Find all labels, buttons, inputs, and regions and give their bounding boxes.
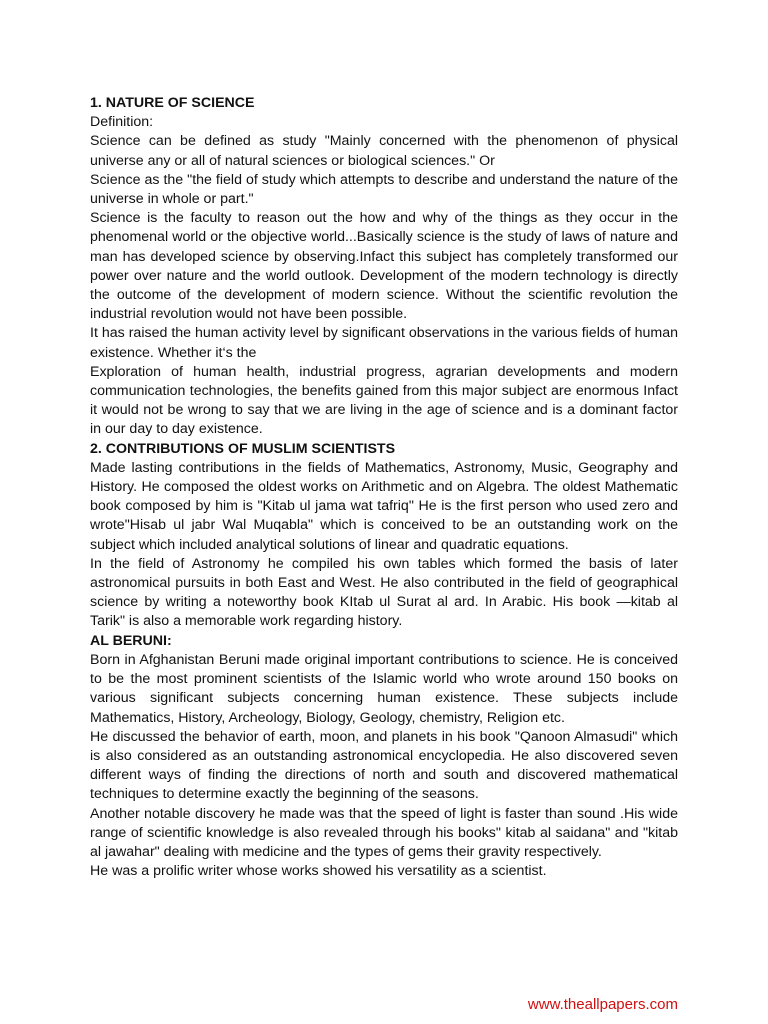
paragraph: Science as the "the field of study which attempts to describe and understand the nature of the universe in whole or part." (90, 171, 678, 208)
section-heading-muslim-scientists: 2. CONTRIBUTIONS OF MUSLIM SCIENTISTS (90, 440, 396, 457)
paragraph: He discussed the behavior of earth, moon, and planets in his book "Qanoon Almasudi" which is also considered as an outstanding astronomical encyclopedia. He also discovered seven different ways of finding the directions of north and south and discovered mathematical techniques to determine exactly the beginning of the seasons. (90, 728, 678, 803)
paragraph: Born in Afghanistan Beruni made original important contributions to science. He is conceived to be the most prominent scientists of the Islamic world who wrote around 150 books on various significant subjects concerning human existence. These subjects include Mathematics, History, Archeology, Biology, Geology, chemistry, Religion etc. (90, 651, 678, 726)
paragraph: Science is the faculty to reason out the how and why of the things as they occur in the phenomenal world or the objective world...Basically science is the study of laws of nature and man has developed science by observing.Infact this subject has completely transformed our power over nature and the world outlook. Development of the modern technology is directly the outcome of the development of modern science. Without the scientific revolution the industrial revolution would not have been possible. (90, 210, 678, 323)
footer-website-link[interactable]: www.theallpapers.com (527, 996, 678, 1013)
section-heading-al-beruni: AL BERUNI: (90, 632, 172, 649)
section-heading-nature-of-science: 1. NATURE OF SCIENCE (90, 95, 255, 111)
paragraph: Another notable discovery he made was that the speed of light is faster than sound .His wide range of scientific knowledge is also revealed through his books" kitab al saidana" and "kitab al jawahar" dealing with medicine and the types of gems their gravity respectively. (90, 805, 678, 860)
paragraph: It has raised the human activity level by significant observations in the various fields of human existence. Whether it‘s the (90, 325, 678, 361)
definition-label: Definition: (90, 114, 154, 131)
paragraph: Exploration of human health, industrial progress, agrarian developments and modern communication technologies, the benefits gained from this major subject are enormous Infact it would not be wrong to say that we are living in the age of science and is a dominant factor in our day to day existence. (90, 363, 678, 438)
paragraph: In the field of Astronomy he compiled his own tables which formed the basis of later astronomical pursuits in both East and West. He also contributed in the field of geographical science by writing a noteworthy book KItab ul Surat al ard. In Arabic. His book —kitab al Tarik" is also a memorable work regarding history. (90, 555, 678, 630)
paragraph: He was a prolific writer whose works showed his versatility as a scientist. (90, 863, 547, 880)
paragraph: Science can be defined as study "Mainly concerned with the phenomenon of physical universe any or all of natural sciences or biological sciences." Or (90, 133, 678, 169)
document-body (90, 94, 678, 881)
paragraph: Made lasting contributions in the fields of Mathematics, Astronomy, Music, Geography and History. He composed the oldest works on Arithmetic and on Algebra. The oldest Mathematic book composed by him is "Kitab ul jama wat tafriq" He is the first person who used zero and wrote"Hisab ul jabr Wal Muqabla" which is conceived to be an outstanding work on the subject which included analytical solutions of linear and quadratic equations. (90, 459, 678, 553)
